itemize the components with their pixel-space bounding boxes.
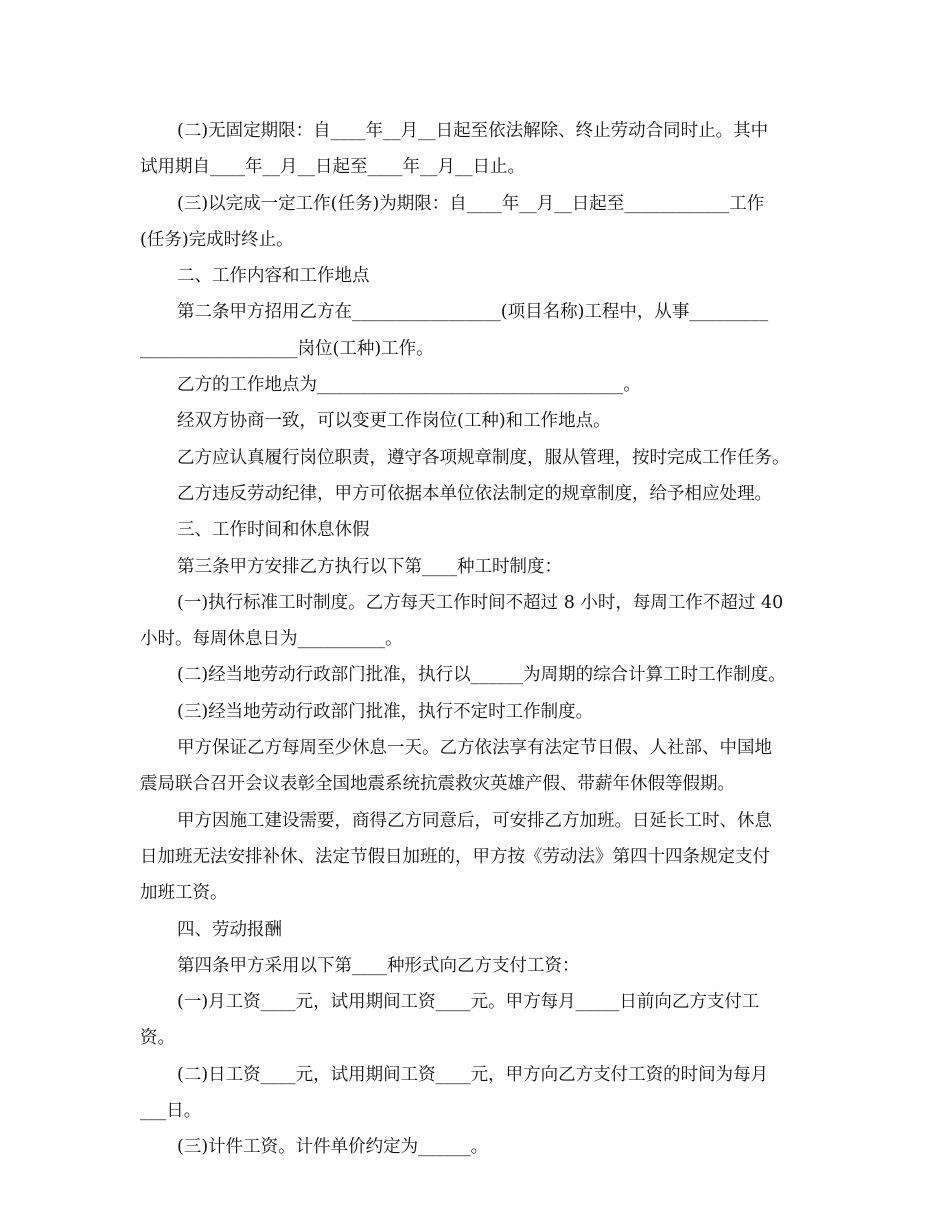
- text-line: (任务)完成时终止。: [140, 229, 294, 250]
- text-line: (一)执行标准工时制度。乙方每天工作时间不超过 8 小时，每周工作不超过 40: [177, 592, 784, 613]
- text-line: (三)经当地劳动行政部门批准，执行不定时工作制度。: [177, 701, 594, 722]
- text-line: (二)日工资____元，试用期间工资____元，甲方向乙方支付工资的时间为每月: [177, 1064, 769, 1085]
- text-line: 甲方保证乙方每周至少休息一天。乙方依法享有法定节日假、人社部、中国地: [177, 738, 772, 759]
- text-line: (二)经当地劳动行政部门批准，执行以______为周期的综合计算工时工作制度。: [177, 665, 786, 686]
- text-line: 日加班无法安排补休、法定节假日加班的，甲方按《劳动法》第四十四条规定支付: [140, 846, 770, 867]
- text-line: 加班工资。: [140, 883, 228, 904]
- text-line: 小时。每周休息日为__________。: [140, 629, 403, 650]
- document-body: [140, 113, 830, 1166]
- section-heading: 三、工作时间和休息休假: [177, 520, 370, 541]
- text-line: 甲方因施工建设需要，商得乙方同意后，可安排乙方加班。日延长工时、休息: [177, 810, 772, 831]
- text-line: 震局联合召开会议表彰全国地震系统抗震救灾英雄产假、带薪年休假等假期。: [140, 774, 735, 795]
- text-line: 乙方的工作地点为___________________________________。: [177, 375, 641, 396]
- text-line: ___日。: [140, 1101, 202, 1122]
- text-line: 经双方协商一致，可以变更工作岗位(工种)和工作地点。: [177, 411, 611, 432]
- text-line: 乙方违反劳动纪律，甲方可依据本单位依法制定的规章制度，给予相应处理。: [177, 483, 772, 504]
- text-line: 第四条甲方采用以下第____种形式向乙方支付工资：: [177, 955, 580, 976]
- text-line: (一)月工资____元，试用期间工资____元。甲方每月_____日前向乙方支付工: [177, 992, 760, 1013]
- text-line: (三)以完成一定工作(任务)为期限：自____年__月__日起至____________工作: [177, 193, 765, 214]
- text-line: 资。: [140, 1028, 175, 1049]
- text-line: (二)无固定期限：自____年__月__日起至依法解除、终止劳动合同时止。其中: [177, 121, 769, 141]
- text-line: 第三条甲方安排乙方执行以下第____种工时制度：: [177, 556, 562, 577]
- text-line: __________________岗位(工种)工作。: [140, 338, 434, 359]
- section-heading: 二、工作内容和工作地点: [177, 266, 370, 287]
- text-line: 第二条甲方招用乙方在_________________(项目名称)工程中，从事_________: [177, 302, 769, 323]
- text-line: (三)计件工资。计件单价约定为______。: [177, 1137, 489, 1158]
- section-heading: 四、劳动报酬: [177, 919, 282, 940]
- text-line: 乙方应认真履行岗位职责，遵守各项规章制度，服从管理，按时完成工作任务。: [177, 447, 790, 468]
- text-line: 试用期自____年__月__日起至____年__月__日止。: [140, 157, 525, 178]
